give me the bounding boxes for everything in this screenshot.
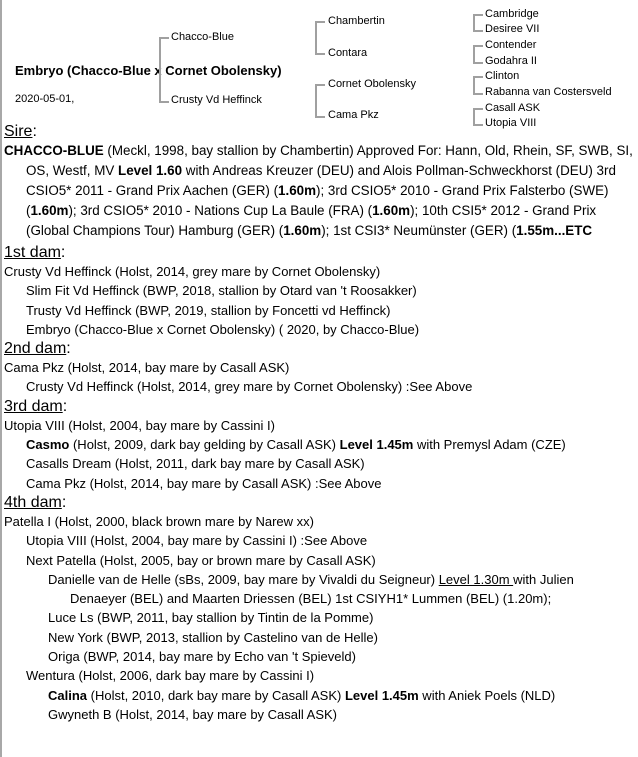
list-item: Origa (BWP, 2014, bay mare by Echo van 't Spieveld) bbox=[48, 649, 356, 665]
colon: : bbox=[62, 397, 68, 415]
pedigree-ggp-5[interactable]: Clinton bbox=[485, 70, 520, 82]
list-item bbox=[4, 686, 634, 705]
list-item: Crusty Vd Heffinck (Holst, 2014, grey mare by Cornet Obolensky) :See Above bbox=[26, 379, 473, 395]
list-item: Gwyneth B (Holst, 2014, bay mare by Casall ASK) bbox=[48, 706, 338, 722]
sire-text: ); 3rd CSIO5* 2010 - Grand Prix Falsterbo (SWE) ( bbox=[26, 183, 609, 218]
pedigree-chart bbox=[0, 0, 638, 130]
bracket-ggp-2 bbox=[473, 45, 483, 64]
list-item: Embryo (Chacco-Blue x Cornet Obolensky) ( 2020, by Chacco-Blue) bbox=[26, 321, 420, 337]
list-item: Luce Ls (BWP, 2011, bay stallion by Tintin de la Pomme) bbox=[48, 610, 374, 626]
horse-rider: with Julien bbox=[513, 571, 574, 587]
horse-text: (Holst, 2009, dark bay gelding by Casall ASK) bbox=[69, 437, 340, 453]
dam3-heading-label: 3rd dam bbox=[4, 397, 63, 415]
sire-height: 1.60m bbox=[283, 223, 322, 238]
list-item: Trusty Vd Heffinck (BWP, 2019, stallion by Foncetti vd Heffinck) bbox=[26, 302, 391, 318]
bracket-dam-parents bbox=[315, 84, 325, 118]
sire-height: 1.55m...ETC bbox=[516, 223, 593, 238]
list-item: Cama Pkz (Holst, 2014, bay mare by Casall ASK) :See Above bbox=[26, 475, 382, 491]
pedigree-gp-2[interactable]: Contara bbox=[328, 47, 368, 59]
bracket-ggp-1 bbox=[473, 14, 483, 32]
colon: : bbox=[61, 493, 67, 511]
list-item: New York (BWP, 2013, stallion by Castelino van de Helle) bbox=[48, 629, 378, 645]
pedigree-gp-1[interactable]: Chambertin bbox=[328, 15, 385, 27]
horse-text: (Holst, 2010, dark bay mare by Casall ASK) bbox=[87, 687, 345, 703]
pedigree-ggp-1[interactable]: Cambridge bbox=[485, 8, 539, 20]
sire-text: ); 3rd CSIO5* 2010 - Nations Cup La Baule (FRA) ( bbox=[68, 203, 373, 218]
dam-line-content bbox=[4, 122, 634, 724]
sire-heading bbox=[4, 122, 634, 141]
dam3-heading bbox=[4, 397, 634, 416]
list-item: Slim Fit Vd Heffinck (BWP, 2018, stallion by Otard van 't Roosakker) bbox=[26, 283, 417, 299]
sire-text: (Meckl, 1998, bay stallion by Chambertin) Approved For: Hann, Old, Rhein, SF, SWB, SI, OS, Westf, MV bbox=[26, 143, 633, 178]
list-item: Cama Pkz (Holst, 2014, bay mare by Casall ASK) bbox=[4, 360, 290, 376]
colon: : bbox=[32, 123, 37, 140]
sire-description bbox=[4, 141, 634, 241]
colon: : bbox=[60, 244, 66, 261]
horse-name: Casmo bbox=[26, 437, 70, 453]
horse-rider: with Premysl Adam (CZE) bbox=[413, 437, 566, 453]
dam2-heading bbox=[4, 339, 634, 358]
list-item: Crusty Vd Heffinck (Holst, 2014, grey mare by Cornet Obolensky) bbox=[4, 264, 381, 279]
pedigree-gp-4[interactable]: Cama Pkz bbox=[328, 109, 379, 121]
list-item bbox=[4, 435, 634, 454]
bracket-sire-parents bbox=[315, 21, 325, 55]
list-item: Casalls Dream (Holst, 2011, dark bay mare by Casall ASK) bbox=[26, 456, 365, 472]
dam1-heading-label: 1st dam bbox=[4, 244, 61, 261]
sire-level: Level 1.60 bbox=[118, 163, 183, 178]
pedigree-ggp-6[interactable]: Rabanna van Costersveld bbox=[485, 86, 612, 98]
pedigree-dam[interactable]: Crusty Vd Heffinck bbox=[171, 94, 262, 106]
list-item: Utopia VIII (Holst, 2004, bay mare by Cassini I) :See Above bbox=[26, 533, 368, 549]
sire-text: ); 1st CSI3* Neumünster (GER) ( bbox=[321, 223, 517, 238]
bracket-parents bbox=[159, 37, 169, 103]
dam2-heading-label: 2nd dam bbox=[4, 340, 67, 358]
list-item: Wentura (Holst, 2006, dark bay mare by Cassini I) bbox=[26, 668, 315, 684]
list-item: Patella I (Holst, 2000, black brown mare by Narew xx) bbox=[4, 513, 314, 529]
list-item-continuation: Denaeyer (BEL) and Maarten Driessen (BEL) 1st CSIYH1* Lummen (BEL) (1.20m); bbox=[70, 591, 552, 607]
sire-height: 1.60m bbox=[372, 203, 411, 218]
horse-text: Danielle van de Helle (sBs, 2009, bay mare by Vivaldi du Seigneur) bbox=[48, 571, 439, 587]
horse-name: Calina bbox=[48, 687, 88, 703]
list-item: Next Patella (Holst, 2005, bay or brown mare by Casall ASK) bbox=[26, 552, 376, 568]
horse-level: Level 1.30m bbox=[438, 571, 514, 587]
sire-heading-label: Sire bbox=[4, 123, 33, 140]
sire-text: ); 10th CSI5* 2012 - Grand Prix (Global Champions Tour) Hamburg (GER) ( bbox=[26, 203, 597, 238]
list-item: Utopia VIII (Holst, 2004, bay mare by Cassini I) bbox=[4, 417, 275, 433]
pedigree-ggp-2[interactable]: Desiree VII bbox=[485, 23, 540, 35]
pedigree-ggp-4[interactable]: Godahra II bbox=[485, 55, 537, 67]
sire-height: 1.60m bbox=[278, 183, 317, 198]
horse-level: Level 1.45m bbox=[339, 437, 414, 453]
bracket-ggp-3 bbox=[473, 76, 483, 95]
pedigree-date: 2020-05-01, bbox=[15, 93, 75, 105]
list-item bbox=[4, 570, 634, 589]
pedigree-ggp-3[interactable]: Contender bbox=[485, 39, 537, 51]
pedigree-ggp-7[interactable]: Casall ASK bbox=[485, 102, 541, 114]
dam1-heading bbox=[4, 243, 634, 262]
pedigree-title: Embryo (Chacco-Blue x Cornet Obolensky) bbox=[15, 63, 282, 78]
sire-height: 1.60m bbox=[30, 203, 69, 218]
sire-text: with Andreas Kreuzer (DEU) and Alois Pollman-Schweckhorst (DEU) 3rd CSIO5* 2011 - Grand Prix Aachen (GER) ( bbox=[26, 163, 616, 198]
dam4-heading-label: 4th dam bbox=[4, 493, 62, 511]
horse-level: Level 1.45m bbox=[344, 687, 419, 703]
pedigree-ggp-8[interactable]: Utopia VIII bbox=[485, 117, 537, 129]
pedigree-gp-3[interactable]: Cornet Obolensky bbox=[328, 78, 417, 90]
colon: : bbox=[66, 340, 71, 358]
pedigree-sire[interactable]: Chacco-Blue bbox=[171, 31, 234, 43]
sire-name: CHACCO-BLUE bbox=[4, 143, 104, 158]
dam4-heading bbox=[4, 493, 634, 512]
horse-rider: with Aniek Poels (NLD) bbox=[418, 687, 556, 703]
